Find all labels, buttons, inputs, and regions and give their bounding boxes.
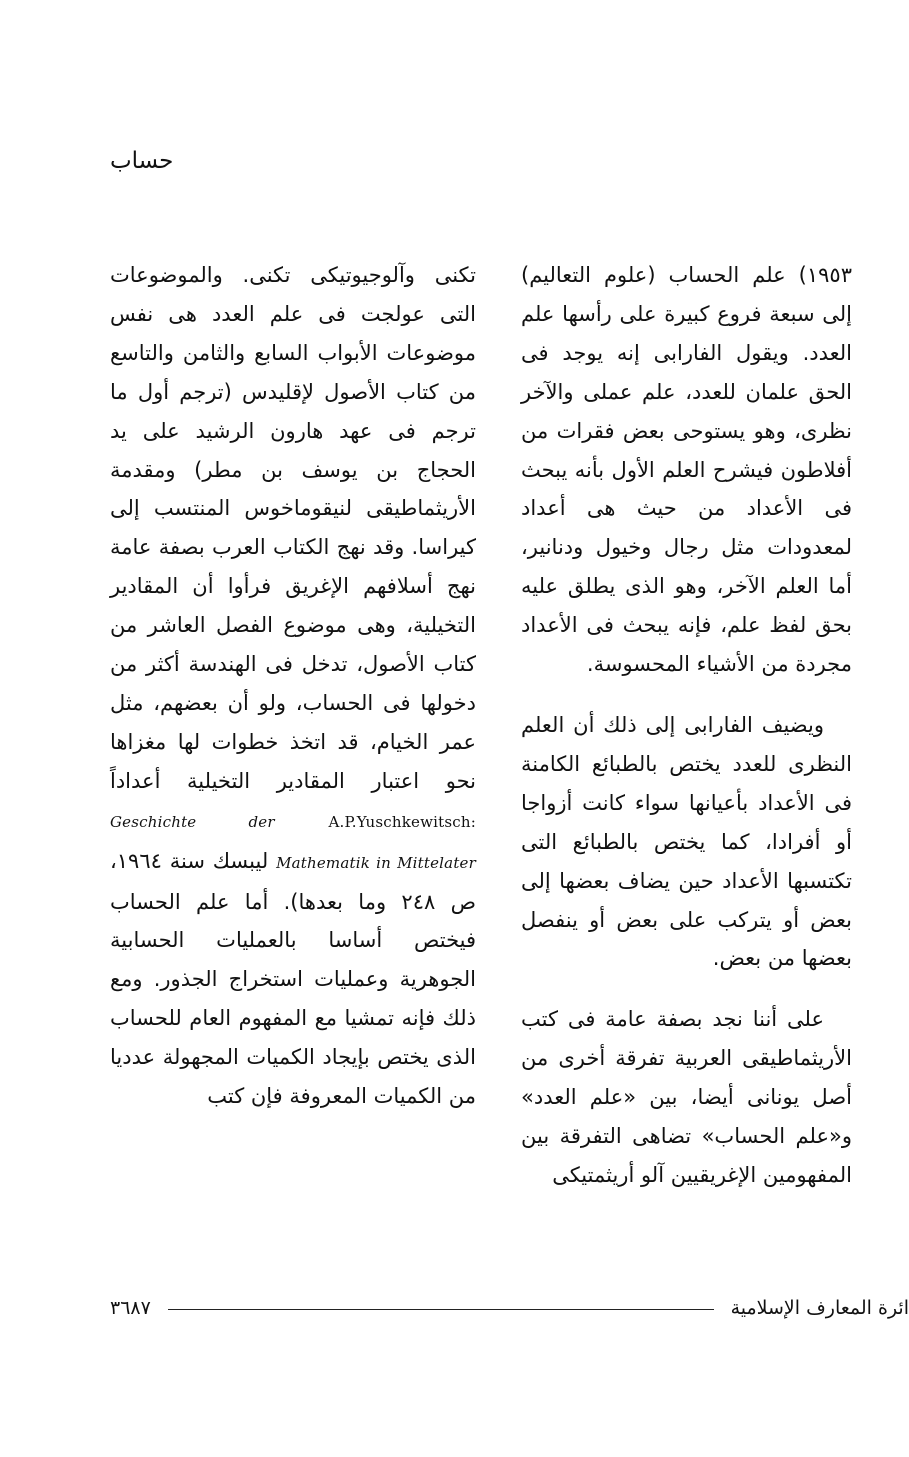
body-text: تكنى وآلوجيوتيكى تكنى. والموضوعات التى عولجت فى علم العدد هى نفس موضوعات الأبواب السابع والثامن والتاسع من كتاب الأصول لإقليدس (ترجم أول ما ترجم فى عهد هارون الرشيد على يد الحجاج بن يوسف بن مطر) ومقدمة الأريثماطيقى لنيقوماخوس المنتسب إلى كيراسا. وقد نهج الكتاب العرب بصفة عامة نهج أسلافهم الإغريق فرأوا أن المقادير التخيلية، وهى موضوع الفصل العاشر من كتاب الأصول، تدخل فى الهندسة أكثر من دخولها فى الحساب، ولو أن بعضهم، مثل عمر الخيام، قد اتخذ خطوات لها مغزاها نحو اعتبار المقادير التخيلية أعداداً [110,263,476,793]
right-column [521,256,852,1195]
page-number: ٣٦٨٧ [110,1297,151,1319]
body-text: ليبسك سنة ١٩٦٤، ص ٢٤٨ وما بعدها). أما علم الحساب فيختص أساسا بالعمليات الحسابية الجوهرية وعمليات استخراج الجذور. ومع ذلك فإنه تمشيا مع المفهوم العام للحساب الذى يختص بإيجاد الكميات المجهولة عدديا من الكميات المعروفة فإن كتب [110,848,476,1109]
paragraph: ١٩٥٣) علم الحساب (علوم التعاليم) إلى سبعة فروع كبيرة على رأسها علم العدد. ويقول الفارابى إنه يوجد فى الحق علمان للعدد، علم عملى والآخر نظرى، وهو يستوحى بعض فقرات من أفلاطون فيشرح العلم الأول بأنه يبحث فى الأعداد من حيث هى أعداد لمعدودات مثل رجال وخيول ودنانير، أما العلم الآخر، وهو الذى يطلق عليه بحق لفظ علم، فإنه يبحث فى الأعداد مجردة من الأشياء المحسوسة. [521,263,852,677]
paragraph [110,256,476,1116]
page-footer [110,1295,909,1325]
paragraph: ويضيف الفارابى إلى ذلك أن العلم النظرى للعدد يختص بالطبائع الكامنة فى الأعداد بأعيانها سواء كانت أزواجا أو أفرادا، كما يختص بالطبائع التى تكتسبها الأعداد حين يضاف بعضها إلى بعض أو يتركب على بعض أو ينفصل بعضها من بعض. [521,712,852,971]
running-header-title: حساب [110,148,174,174]
footer-divider [168,1309,714,1310]
paragraph: على أننا نجد بصفة عامة فى كتب الأريثماطيقى العربية تفرقة أخرى من أصل يونانى أيضا، بين «علم العدد» و«علم الحساب» تضاهى التفرقة بين المفهومين الإغريقيين آلو أريثمتيكى [521,1007,852,1187]
left-column [110,256,476,1116]
citation-author: A.P.Yuschkewitsch: [328,812,476,831]
journal-title: ائرة المعارف الإسلامية [730,1297,909,1319]
citation-title: Geschichte der Mathematik in Mittelater [110,812,476,872]
